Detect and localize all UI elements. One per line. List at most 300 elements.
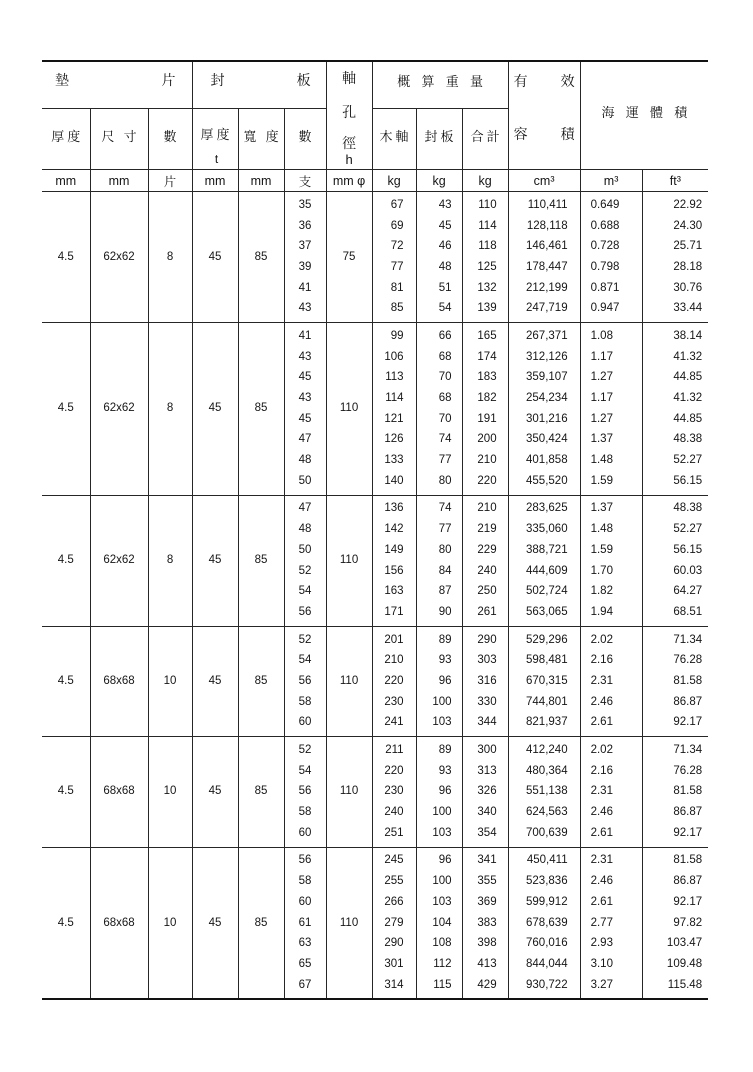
- seal-count-cell: 54: [284, 581, 326, 602]
- unit-cell: ft³: [642, 170, 708, 192]
- wood-shaft-weight-cell: 290: [372, 933, 416, 954]
- wood-shaft-weight-cell: 201: [372, 626, 416, 650]
- shipping-volume-m3-cell: 1.17: [580, 388, 642, 409]
- table-header: [42, 61, 708, 192]
- shipping-volume-m3-cell: 2.77: [580, 913, 642, 934]
- table-row: [42, 626, 708, 650]
- table-group: [42, 323, 708, 496]
- header-pad-count: 數: [148, 109, 192, 170]
- shipping-volume-ft3-cell: 97.82: [673, 916, 703, 929]
- seal-count-cell: 45: [284, 409, 326, 430]
- total-weight-cell: 354: [462, 823, 508, 847]
- effective-capacity-cell: 551,138: [508, 782, 580, 803]
- shipping-volume-m3-cell: 0.688: [580, 216, 642, 237]
- effective-capacity-cell: 599,912: [508, 892, 580, 913]
- wood-shaft-weight-cell: 114: [372, 388, 416, 409]
- seal-thickness-cell: 45: [192, 495, 238, 626]
- unit-cell: mm φ: [326, 170, 372, 192]
- header-weight-group: 概 算 重 量: [372, 61, 508, 109]
- total-weight-cell: 413: [462, 954, 508, 975]
- seal-count-cell: 61: [284, 913, 326, 934]
- header-seal-char: 封: [210, 74, 225, 89]
- total-weight-cell: 340: [462, 802, 508, 823]
- wood-shaft-weight-cell: 140: [372, 471, 416, 495]
- seal-count-cell: 52: [284, 626, 326, 650]
- total-weight-cell: 118: [462, 236, 508, 257]
- seal-thickness-cell: 45: [192, 737, 238, 847]
- pad-size-cell: 68x68: [90, 737, 148, 847]
- wood-shaft-weight-cell: 211: [372, 737, 416, 761]
- effective-capacity-cell: 480,364: [508, 761, 580, 782]
- total-weight-cell: 114: [462, 216, 508, 237]
- shipping-volume-ft3-cell: 109.48: [666, 957, 703, 970]
- table-group: [42, 626, 708, 736]
- seal-board-weight-cell: 89: [416, 626, 462, 650]
- pad-count-cell: 10: [148, 847, 192, 999]
- wood-shaft-weight-cell: 163: [372, 581, 416, 602]
- unit-cell: mm: [238, 170, 284, 192]
- shipping-volume-ft3-cell: 81.58: [673, 854, 703, 867]
- seal-board-weight-cell: 68: [416, 388, 462, 409]
- total-weight-cell: 330: [462, 692, 508, 713]
- seal-count-cell: 47: [284, 495, 326, 519]
- total-weight-cell: 429: [462, 975, 508, 1000]
- shipping-volume-m3-cell: 0.798: [580, 257, 642, 278]
- wood-shaft-weight-cell: 266: [372, 892, 416, 913]
- pad-thickness-cell: 4.5: [42, 626, 90, 736]
- total-weight-cell: 313: [462, 761, 508, 782]
- seal-width-cell: 85: [238, 323, 284, 496]
- unit-cell: kg: [372, 170, 416, 192]
- shipping-volume-m3-cell: 1.17: [580, 347, 642, 368]
- wood-shaft-weight-cell: 245: [372, 847, 416, 871]
- wood-shaft-weight-cell: 156: [372, 561, 416, 582]
- unit-cell: cm³: [508, 170, 580, 192]
- effective-capacity-cell: 930,722: [508, 975, 580, 1000]
- seal-board-weight-cell: 74: [416, 495, 462, 519]
- shaft-hole-cell: 110: [326, 626, 372, 736]
- seal-count-cell: 48: [284, 450, 326, 471]
- header-pad-group: [42, 61, 192, 109]
- wood-shaft-weight-cell: 251: [372, 823, 416, 847]
- effective-capacity-cell: 335,060: [508, 519, 580, 540]
- wood-shaft-weight-cell: 171: [372, 602, 416, 626]
- total-weight-cell: 210: [462, 450, 508, 471]
- pad-thickness-cell: 4.5: [42, 323, 90, 496]
- seal-board-weight-cell: 96: [416, 671, 462, 692]
- pad-count-cell: 8: [148, 192, 192, 323]
- shipping-volume-ft3-cell: 56.15: [673, 474, 703, 487]
- seal-count-cell: 56: [284, 782, 326, 803]
- total-weight-cell: 182: [462, 388, 508, 409]
- effective-capacity-cell: 444,609: [508, 561, 580, 582]
- seal-board-weight-cell: 46: [416, 236, 462, 257]
- shipping-volume-m3-cell: 1.94: [580, 602, 642, 626]
- total-weight-cell: 290: [462, 626, 508, 650]
- pad-thickness-cell: 4.5: [42, 495, 90, 626]
- header-seal-thickness-label: 厚度: [200, 127, 233, 142]
- pad-size-cell: 62x62: [90, 323, 148, 496]
- seal-count-cell: 52: [284, 561, 326, 582]
- shipping-volume-m3-cell: 2.16: [580, 650, 642, 671]
- seal-board-weight-cell: 77: [416, 450, 462, 471]
- total-weight-cell: 303: [462, 650, 508, 671]
- unit-cell: m³: [580, 170, 642, 192]
- shipping-volume-m3-cell: 2.61: [580, 823, 642, 847]
- seal-count-cell: 56: [284, 847, 326, 871]
- pad-size-cell: 62x62: [90, 495, 148, 626]
- seal-board-weight-cell: 103: [416, 713, 462, 737]
- shipping-volume-ft3-cell: 33.44: [673, 302, 703, 315]
- seal-board-weight-cell: 45: [416, 216, 462, 237]
- unit-cell: kg: [416, 170, 462, 192]
- total-weight-cell: 229: [462, 540, 508, 561]
- seal-count-cell: 43: [284, 388, 326, 409]
- seal-count-cell: 67: [284, 975, 326, 1000]
- shipping-volume-m3-cell: 2.46: [580, 692, 642, 713]
- shipping-volume-m3-cell: 1.59: [580, 471, 642, 495]
- pad-size-cell: 62x62: [90, 192, 148, 323]
- seal-board-weight-cell: 74: [416, 430, 462, 451]
- seal-count-cell: 60: [284, 892, 326, 913]
- effective-capacity-cell: 401,858: [508, 450, 580, 471]
- seal-count-cell: 54: [284, 761, 326, 782]
- shipping-volume-m3-cell: 2.46: [580, 802, 642, 823]
- table-row: [42, 495, 708, 519]
- total-weight-cell: 316: [462, 671, 508, 692]
- units-row: [42, 170, 708, 192]
- shipping-volume-ft3-cell: 52.27: [673, 454, 703, 467]
- effective-capacity-cell: 760,016: [508, 933, 580, 954]
- header-seal-count: 數: [284, 109, 326, 170]
- seal-count-cell: 43: [284, 298, 326, 322]
- effective-capacity-cell: 128,118: [508, 216, 580, 237]
- seal-count-cell: 56: [284, 602, 326, 626]
- seal-count-cell: 47: [284, 430, 326, 451]
- shipping-volume-ft3-cell: 44.85: [673, 371, 703, 384]
- header-shaft-symbol: h: [345, 152, 353, 167]
- wood-shaft-weight-cell: 106: [372, 347, 416, 368]
- seal-width-cell: 85: [238, 847, 284, 999]
- header-pad-thickness: 厚度: [42, 109, 90, 170]
- shipping-volume-ft3-cell: 41.32: [673, 350, 703, 363]
- seal-board-weight-cell: 87: [416, 581, 462, 602]
- total-weight-cell: 191: [462, 409, 508, 430]
- header-shaft-hole: [326, 61, 372, 170]
- shipping-volume-m3-cell: 2.02: [580, 737, 642, 761]
- seal-board-weight-cell: 103: [416, 823, 462, 847]
- table-group: [42, 192, 708, 323]
- seal-count-cell: 36: [284, 216, 326, 237]
- header-shipping-volume: 海 運 體 積: [580, 61, 708, 170]
- seal-board-weight-cell: 104: [416, 913, 462, 934]
- seal-count-cell: 50: [284, 471, 326, 495]
- header-seal-thickness-symbol: t: [214, 152, 219, 166]
- effective-capacity-cell: 110,411: [508, 192, 580, 216]
- effective-capacity-cell: 624,563: [508, 802, 580, 823]
- seal-board-weight-cell: 96: [416, 782, 462, 803]
- seal-count-cell: 39: [284, 257, 326, 278]
- effective-capacity-cell: 523,836: [508, 871, 580, 892]
- shipping-volume-m3-cell: 1.27: [580, 368, 642, 389]
- header-pad-group-label: [42, 70, 192, 100]
- shipping-volume-ft3-cell: 41.32: [673, 392, 703, 405]
- seal-width-cell: 85: [238, 192, 284, 323]
- total-weight-cell: 210: [462, 495, 508, 519]
- shipping-volume-m3-cell: 0.871: [580, 278, 642, 299]
- header-capacity-bottom: [509, 108, 580, 168]
- shipping-volume-ft3-cell: 52.27: [673, 523, 703, 536]
- shipping-volume-m3-cell: 1.08: [580, 323, 642, 347]
- wood-shaft-weight-cell: 113: [372, 368, 416, 389]
- shipping-volume-ft3-cell: 86.87: [673, 806, 703, 819]
- header-shaft-char: 孔: [342, 106, 357, 121]
- wood-shaft-weight-cell: 142: [372, 519, 416, 540]
- total-weight-cell: 183: [462, 368, 508, 389]
- table-group: [42, 737, 708, 847]
- unit-cell: mm: [42, 170, 90, 192]
- shipping-volume-ft3-cell: 22.92: [673, 198, 703, 211]
- total-weight-cell: 132: [462, 278, 508, 299]
- seal-thickness-cell: 45: [192, 847, 238, 999]
- shipping-volume-ft3-cell: 86.87: [673, 875, 703, 888]
- table-row: [42, 847, 708, 871]
- header-pad-size: 尺 寸: [90, 109, 148, 170]
- seal-board-weight-cell: 70: [416, 368, 462, 389]
- seal-count-cell: 58: [284, 802, 326, 823]
- total-weight-cell: 355: [462, 871, 508, 892]
- wood-shaft-weight-cell: 133: [372, 450, 416, 471]
- header-shaft-char: 徑: [342, 137, 357, 152]
- seal-board-weight-cell: 100: [416, 692, 462, 713]
- total-weight-cell: 250: [462, 581, 508, 602]
- effective-capacity-cell: 178,447: [508, 257, 580, 278]
- shipping-volume-m3-cell: 2.61: [580, 892, 642, 913]
- seal-board-weight-cell: 89: [416, 737, 462, 761]
- shipping-volume-ft3-cell: 81.58: [673, 674, 703, 687]
- seal-board-weight-cell: 96: [416, 847, 462, 871]
- seal-board-weight-cell: 93: [416, 761, 462, 782]
- header-wood-shaft: 木軸: [372, 109, 416, 170]
- seal-board-weight-cell: 48: [416, 257, 462, 278]
- header-effective-capacity: [508, 61, 580, 170]
- header-capacity-char: 效: [560, 75, 575, 90]
- seal-board-weight-cell: 100: [416, 802, 462, 823]
- pad-count-cell: 8: [148, 323, 192, 496]
- shipping-volume-ft3-cell: 92.17: [673, 716, 703, 729]
- wood-shaft-weight-cell: 72: [372, 236, 416, 257]
- shipping-volume-m3-cell: 1.27: [580, 409, 642, 430]
- wood-shaft-weight-cell: 85: [372, 298, 416, 322]
- effective-capacity-cell: 844,044: [508, 954, 580, 975]
- wood-shaft-weight-cell: 301: [372, 954, 416, 975]
- wood-shaft-weight-cell: 220: [372, 671, 416, 692]
- pad-thickness-cell: 4.5: [42, 847, 90, 999]
- shipping-volume-m3-cell: 3.27: [580, 975, 642, 1000]
- shipping-volume-ft3-cell: 68.51: [673, 605, 703, 618]
- wood-shaft-weight-cell: 241: [372, 713, 416, 737]
- effective-capacity-cell: 700,639: [508, 823, 580, 847]
- seal-board-weight-cell: 93: [416, 650, 462, 671]
- table-group: [42, 495, 708, 626]
- shipping-volume-m3-cell: 2.02: [580, 626, 642, 650]
- seal-board-weight-cell: 68: [416, 347, 462, 368]
- total-weight-cell: 383: [462, 913, 508, 934]
- seal-board-weight-cell: 77: [416, 519, 462, 540]
- wood-shaft-weight-cell: 230: [372, 692, 416, 713]
- shaft-hole-cell: 110: [326, 737, 372, 847]
- shipping-volume-ft3-cell: 76.28: [673, 764, 703, 777]
- header-pad-char: 片: [161, 74, 176, 89]
- seal-count-cell: 37: [284, 236, 326, 257]
- seal-board-weight-cell: 100: [416, 871, 462, 892]
- shipping-volume-m3-cell: 1.37: [580, 495, 642, 519]
- seal-board-weight-cell: 103: [416, 892, 462, 913]
- spec-table: [42, 60, 708, 1000]
- seal-thickness-cell: 45: [192, 626, 238, 736]
- wood-shaft-weight-cell: 77: [372, 257, 416, 278]
- shipping-volume-ft3-cell: 92.17: [673, 895, 703, 908]
- header-seal-group-label: [193, 70, 326, 100]
- effective-capacity-cell: 502,724: [508, 581, 580, 602]
- total-weight-cell: 125: [462, 257, 508, 278]
- seal-count-cell: 63: [284, 933, 326, 954]
- table-group: [42, 847, 708, 999]
- shaft-hole-cell: 110: [326, 495, 372, 626]
- effective-capacity-cell: 212,199: [508, 278, 580, 299]
- table-row: [42, 737, 708, 761]
- shipping-volume-ft3-cell: 25.71: [673, 240, 703, 253]
- wood-shaft-weight-cell: 279: [372, 913, 416, 934]
- shipping-volume-m3-cell: 1.37: [580, 430, 642, 451]
- table-row: [42, 192, 708, 216]
- shipping-volume-m3-cell: 2.46: [580, 871, 642, 892]
- shipping-volume-m3-cell: 1.59: [580, 540, 642, 561]
- total-weight-cell: 165: [462, 323, 508, 347]
- seal-board-weight-cell: 115: [416, 975, 462, 1000]
- effective-capacity-cell: 455,520: [508, 471, 580, 495]
- seal-board-weight-cell: 70: [416, 409, 462, 430]
- seal-board-weight-cell: 51: [416, 278, 462, 299]
- effective-capacity-cell: 267,371: [508, 323, 580, 347]
- shipping-volume-m3-cell: 0.947: [580, 298, 642, 322]
- unit-cell: 片: [148, 170, 192, 192]
- seal-count-cell: 65: [284, 954, 326, 975]
- total-weight-cell: 344: [462, 713, 508, 737]
- header-total: 合計: [462, 109, 508, 170]
- seal-thickness-cell: 45: [192, 192, 238, 323]
- unit-cell: mm: [192, 170, 238, 192]
- seal-count-cell: 52: [284, 737, 326, 761]
- header-capacity-char: 容: [513, 128, 528, 143]
- header-seal-width: 寬 度: [238, 109, 284, 170]
- shipping-volume-ft3-cell: 28.18: [673, 260, 703, 273]
- shipping-volume-m3-cell: 1.70: [580, 561, 642, 582]
- effective-capacity-cell: 301,216: [508, 409, 580, 430]
- effective-capacity-cell: 254,234: [508, 388, 580, 409]
- effective-capacity-cell: 598,481: [508, 650, 580, 671]
- total-weight-cell: 220: [462, 471, 508, 495]
- header-row-1: [42, 61, 708, 109]
- seal-count-cell: 35: [284, 192, 326, 216]
- shipping-volume-ft3-cell: 115.48: [667, 978, 703, 991]
- wood-shaft-weight-cell: 69: [372, 216, 416, 237]
- seal-count-cell: 54: [284, 650, 326, 671]
- seal-board-weight-cell: 80: [416, 540, 462, 561]
- total-weight-cell: 326: [462, 782, 508, 803]
- unit-cell: kg: [462, 170, 508, 192]
- pad-count-cell: 10: [148, 626, 192, 736]
- wood-shaft-weight-cell: 136: [372, 495, 416, 519]
- header-capacity-char: 積: [560, 128, 575, 143]
- total-weight-cell: 369: [462, 892, 508, 913]
- shaft-hole-cell: 110: [326, 323, 372, 496]
- shipping-volume-ft3-cell: 24.30: [673, 219, 703, 232]
- shipping-volume-m3-cell: 1.48: [580, 519, 642, 540]
- header-pad-char: 墊: [55, 74, 69, 89]
- header-capacity-char: 有: [513, 75, 528, 90]
- shipping-volume-ft3-cell: 56.15: [673, 543, 703, 556]
- wood-shaft-weight-cell: 121: [372, 409, 416, 430]
- header-seal-thickness: [192, 109, 238, 170]
- pad-thickness-cell: 4.5: [42, 737, 90, 847]
- effective-capacity-cell: 821,937: [508, 713, 580, 737]
- effective-capacity-cell: 359,107: [508, 368, 580, 389]
- seal-board-weight-cell: 108: [416, 933, 462, 954]
- effective-capacity-cell: 678,639: [508, 913, 580, 934]
- effective-capacity-cell: 350,424: [508, 430, 580, 451]
- seal-board-weight-cell: 84: [416, 561, 462, 582]
- total-weight-cell: 341: [462, 847, 508, 871]
- total-weight-cell: 139: [462, 298, 508, 322]
- shipping-volume-ft3-cell: 103.47: [666, 937, 703, 950]
- total-weight-cell: 300: [462, 737, 508, 761]
- effective-capacity-cell: 283,625: [508, 495, 580, 519]
- shipping-volume-ft3-cell: 38.14: [673, 329, 703, 342]
- shipping-volume-ft3-cell: 71.34: [673, 744, 703, 757]
- seal-board-weight-cell: 90: [416, 602, 462, 626]
- total-weight-cell: 200: [462, 430, 508, 451]
- seal-board-weight-cell: 54: [416, 298, 462, 322]
- effective-capacity-cell: 563,065: [508, 602, 580, 626]
- seal-count-cell: 58: [284, 692, 326, 713]
- effective-capacity-cell: 412,240: [508, 737, 580, 761]
- wood-shaft-weight-cell: 67: [372, 192, 416, 216]
- unit-cell: 支: [284, 170, 326, 192]
- effective-capacity-cell: 312,126: [508, 347, 580, 368]
- seal-board-weight-cell: 43: [416, 192, 462, 216]
- seal-width-cell: 85: [238, 626, 284, 736]
- shipping-volume-m3-cell: 2.61: [580, 713, 642, 737]
- unit-cell: mm: [90, 170, 148, 192]
- total-weight-cell: 398: [462, 933, 508, 954]
- wood-shaft-weight-cell: 314: [372, 975, 416, 1000]
- wood-shaft-weight-cell: 230: [372, 782, 416, 803]
- shipping-volume-m3-cell: 0.649: [580, 192, 642, 216]
- seal-count-cell: 41: [284, 323, 326, 347]
- total-weight-cell: 261: [462, 602, 508, 626]
- shaft-hole-cell: 75: [326, 192, 372, 323]
- shipping-volume-ft3-cell: 92.17: [673, 826, 703, 839]
- header-seal-board: 封板: [416, 109, 462, 170]
- table-row: [42, 323, 708, 347]
- shipping-volume-ft3-cell: 86.87: [673, 695, 703, 708]
- seal-count-cell: 60: [284, 823, 326, 847]
- shipping-volume-m3-cell: 2.93: [580, 933, 642, 954]
- pad-thickness-cell: 4.5: [42, 192, 90, 323]
- shipping-volume-m3-cell: 2.31: [580, 782, 642, 803]
- seal-board-weight-cell: 112: [416, 954, 462, 975]
